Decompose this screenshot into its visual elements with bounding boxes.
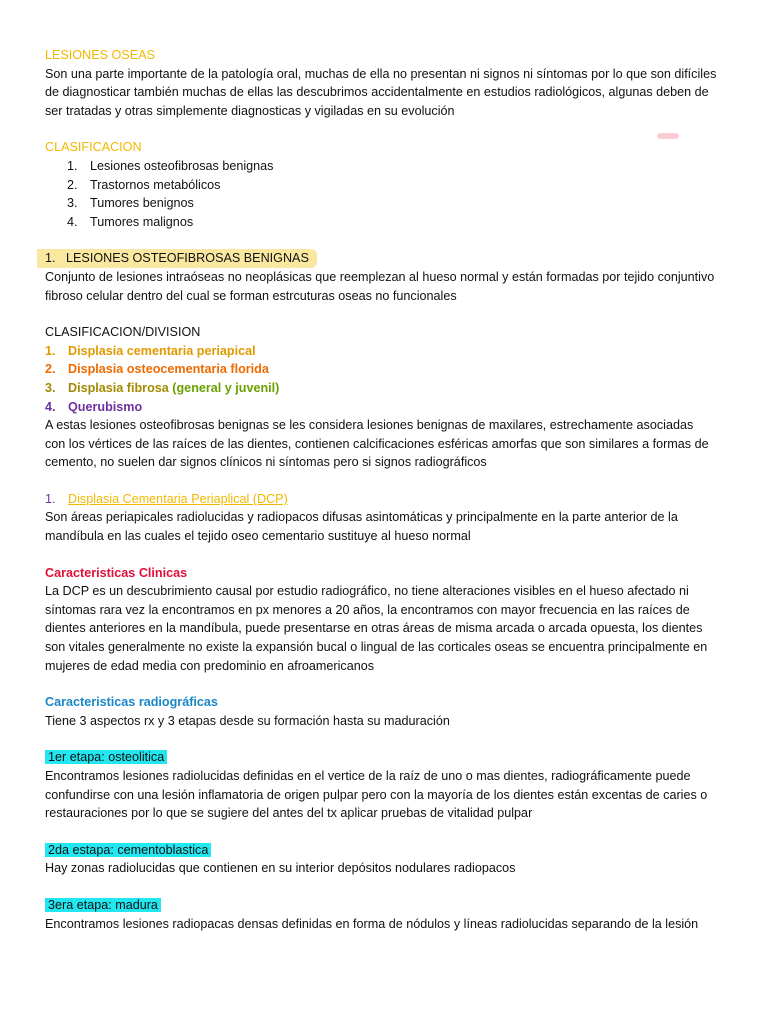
etapa3-heading: 3era etapa: madura bbox=[45, 896, 717, 915]
etapa2-heading: 2da estapa: cementoblastica bbox=[45, 841, 717, 860]
etapa2-paragraph: Hay zonas radiolucidas que contienen en su interior depósitos nodulares radiopacos bbox=[45, 861, 516, 876]
radiograficas-paragraph: Tiene 3 aspectos rx y 3 etapas desde su formación hasta su maduración bbox=[45, 713, 450, 728]
dcp-paragraph: Son áreas periapicales radiolucidas y radiopacos difusas asintomáticas y principalmente en la parte anterior de la mandíbula en las cuales el tejido oseo cementario sustituye al hueso normal bbox=[45, 510, 678, 544]
division-paragraph: A estas lesiones osteofibrosas benignas se les considera lesiones benignas de maxilares, estrechamente asociadas con los vértices de las raíces de las dientes, contienen calcificaciones esféricas amorfas que son similares a formas de cemento, no suelen dar signos clínicos ni síntomas pero si signos radiográficos bbox=[45, 418, 709, 470]
etapa3-paragraph: Encontramos lesiones radiopacas densas definidas en forma de nódulos y líneas radiolucidas separando de la lesión bbox=[45, 916, 699, 931]
section1-heading: 1. LESIONES OSTEOFIBROSAS BENIGNAS bbox=[45, 249, 717, 268]
radiograficas-heading: Caracteristicas radiográficas bbox=[45, 695, 218, 710]
etapa1-heading: 1er etapa: osteolitica bbox=[45, 748, 717, 767]
division-item-2: 2. Displasia osteocementaria florida bbox=[45, 362, 269, 377]
dcp-heading: 1. Displasia Cementaria Periaplical (DCP) bbox=[45, 491, 288, 506]
clinicas-heading: Caracteristicas Clinicas bbox=[45, 565, 188, 580]
clinicas-paragraph: La DCP es un descubrimiento causal por estudio radiográfico, no tiene alteraciones visibles en el hueso afectado ni síntomas rara vez la encontramos en px menores a 20 años, la encontramos con mayor frecuencia en las raíces de dientes anteriores en la mandíbula, puede presentarse en otras áreas de misma arcada o arcada opuesta, los dientes son vitales generalmente no existe la expansión bucal o lingual de las corticales oseas se encuentra principalmente en mujeres de edad media con predominio en afroamericanos bbox=[45, 584, 708, 673]
list-item: 4. Tumores malignos bbox=[67, 214, 194, 229]
document-page bbox=[45, 46, 717, 933]
etapa1-paragraph: Encontramos lesiones radiolucidas definidas en el vertice de la raíz de uno o mas dientes, radiográficamente puede confundirse con una lesión inflamatoria de origen pulpar pero con la mayoría de los dientes están excentas de caries o restauraciones por lo que se sugiere del antes del tx aplicar pruebas de vitalidad pulpar bbox=[45, 769, 708, 821]
clasificacion-list bbox=[45, 157, 717, 231]
division-heading: CLASIFICACION/DIVISION bbox=[45, 325, 201, 340]
section1-paragraph: Conjunto de lesiones intraóseas no neoplásicas que reemplezan al hueso normal y están formadas por tejido conjuntivo fibroso celular dentro del cual se forman estrcuturas oseas no funcionales bbox=[45, 269, 715, 303]
document-title: LESIONES OSEAS bbox=[45, 48, 155, 62]
list-item: 2. Trastornos metabólicos bbox=[67, 177, 221, 192]
division-item-1: 1. Displasia cementaria periapical bbox=[45, 343, 256, 358]
division-item-4: 4. Querubismo bbox=[45, 399, 143, 414]
list-item: 3. Tumores benignos bbox=[67, 196, 194, 211]
intro-paragraph: Son una parte importante de la patología oral, muchas de ella no presentan ni signos ni síntomas por lo que son difíciles de diagnosticar también muchas de ellas las descubrimos accidentalmente en estudios radiológicos, algunas deben de ser tratadas y otras simplemente diagnosticas y vigiladas en su evolución bbox=[45, 66, 717, 118]
clasificacion-heading: CLASIFICACION bbox=[45, 140, 142, 155]
division-item-3: 3. Displasia fibrosa (general y juvenil) bbox=[45, 380, 280, 395]
list-item: 1. Lesiones osteofibrosas benignas bbox=[67, 158, 274, 173]
